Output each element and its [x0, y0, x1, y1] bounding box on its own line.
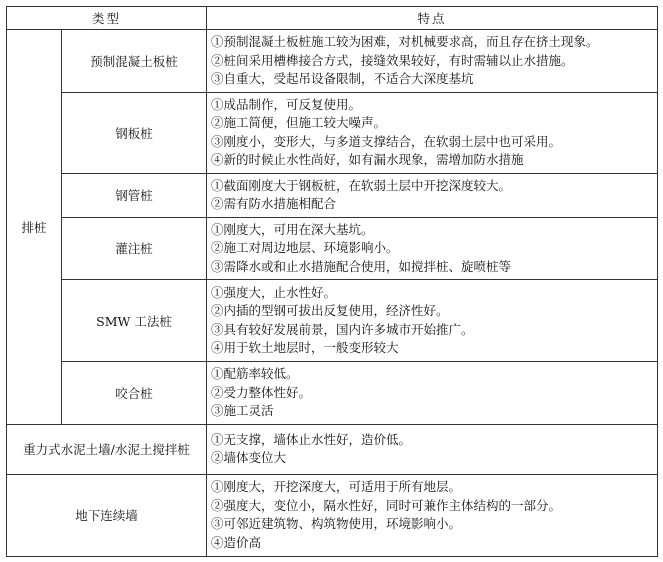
feature-line: ③需降水或和止水措施配合使用，如搅拌桩、旋喷桩等 — [211, 258, 512, 274]
feature-line: ①刚度大，开挖深度大，可适用于所有地层。 — [211, 479, 462, 494]
row-name: 咬合桩 — [62, 362, 207, 425]
feature-line: ④造价高 — [211, 534, 262, 550]
header-features: 特点 — [207, 7, 658, 30]
feature-line: ②受力整体性好。 — [211, 384, 312, 400]
feature-line: ①成品制作，可反复使用。 — [211, 96, 362, 112]
row-precast-pile — [7, 30, 658, 93]
feature-line: ①配筋率较低。 — [211, 366, 299, 381]
row-name: 灌注桩 — [62, 217, 207, 280]
feature-line: ②施工简便，但施工较大噪声。 — [211, 115, 387, 130]
row-name: SMW 工法桩 — [62, 280, 207, 362]
row-diaphragm-wall — [7, 474, 658, 556]
row-name: 预制混凝土板桩 — [62, 30, 207, 93]
feature-line: ③自重大，受起吊设备限制，不适合大深度基坑 — [211, 71, 474, 86]
feature-line: ④用于软土地层时，一般变形较大 — [211, 340, 399, 355]
feature-line: ②桩间采用槽榫接合方式，接缝效果较好，有时需辅以止水措施。 — [211, 52, 574, 68]
feature-line: ②强度大，变位小，隔水性好，同时可兼作主体结构的一部分。 — [211, 497, 562, 513]
row-features — [207, 30, 658, 93]
feature-line: ④新的时候止水性尚好，如有漏水现象，需增加防水措施 — [211, 152, 524, 167]
feature-line: ①刚度大，可用在深大基坑。 — [211, 221, 374, 237]
feature-line: ②施工对周边地层、环境影响小。 — [211, 240, 399, 255]
feature-line: ①强度大，止水性好。 — [211, 284, 337, 300]
retaining-structure-table — [6, 6, 658, 557]
row-name: 重力式水泥土墙/水泥土搅拌桩 — [7, 424, 207, 474]
row-features — [207, 92, 658, 173]
row-features — [207, 362, 658, 425]
feature-line: ②内插的型钢可拔出反复使用，经济性好。 — [211, 303, 449, 318]
feature-line: ①无支撑，墙体止水性好，造价低。 — [211, 431, 412, 447]
header-row — [7, 7, 658, 30]
feature-line: ③具有较好发展前景，国内许多城市开始推广。 — [211, 321, 474, 337]
group-label-pile: 排桩 — [7, 30, 62, 425]
row-features — [207, 280, 658, 362]
row-features — [207, 474, 658, 556]
row-gravity-wall — [7, 424, 658, 474]
feature-line: ②需有防水措施相配合 — [211, 196, 337, 211]
feature-line: ③施工灵活 — [211, 403, 274, 418]
row-features — [207, 217, 658, 280]
feature-line: ①预制混凝土板桩施工较为困难，对机械要求高，而且存在挤土现象。 — [211, 34, 599, 49]
row-name: 钢板桩 — [62, 92, 207, 173]
feature-line: ③刚度小，变形大，与多道支撑结合，在软弱土层中也可采用。 — [211, 133, 562, 149]
row-features — [207, 424, 658, 474]
row-smw-pile — [7, 280, 658, 362]
feature-line: ①截面刚度大于钢板桩，在软弱土层中开挖深度较大。 — [211, 177, 512, 193]
row-name: 钢管桩 — [62, 173, 207, 217]
row-secant-pile — [7, 362, 658, 425]
feature-line: ②墙体变位大 — [211, 450, 287, 465]
row-features — [207, 173, 658, 217]
row-steel-sheet-pile — [7, 92, 658, 173]
row-name: 地下连续墙 — [7, 474, 207, 556]
header-type: 类型 — [7, 7, 207, 30]
row-bored-pile — [7, 217, 658, 280]
feature-line: ③可邻近建筑物、构筑物使用，环境影响小。 — [211, 516, 462, 531]
row-steel-pipe-pile — [7, 173, 658, 217]
